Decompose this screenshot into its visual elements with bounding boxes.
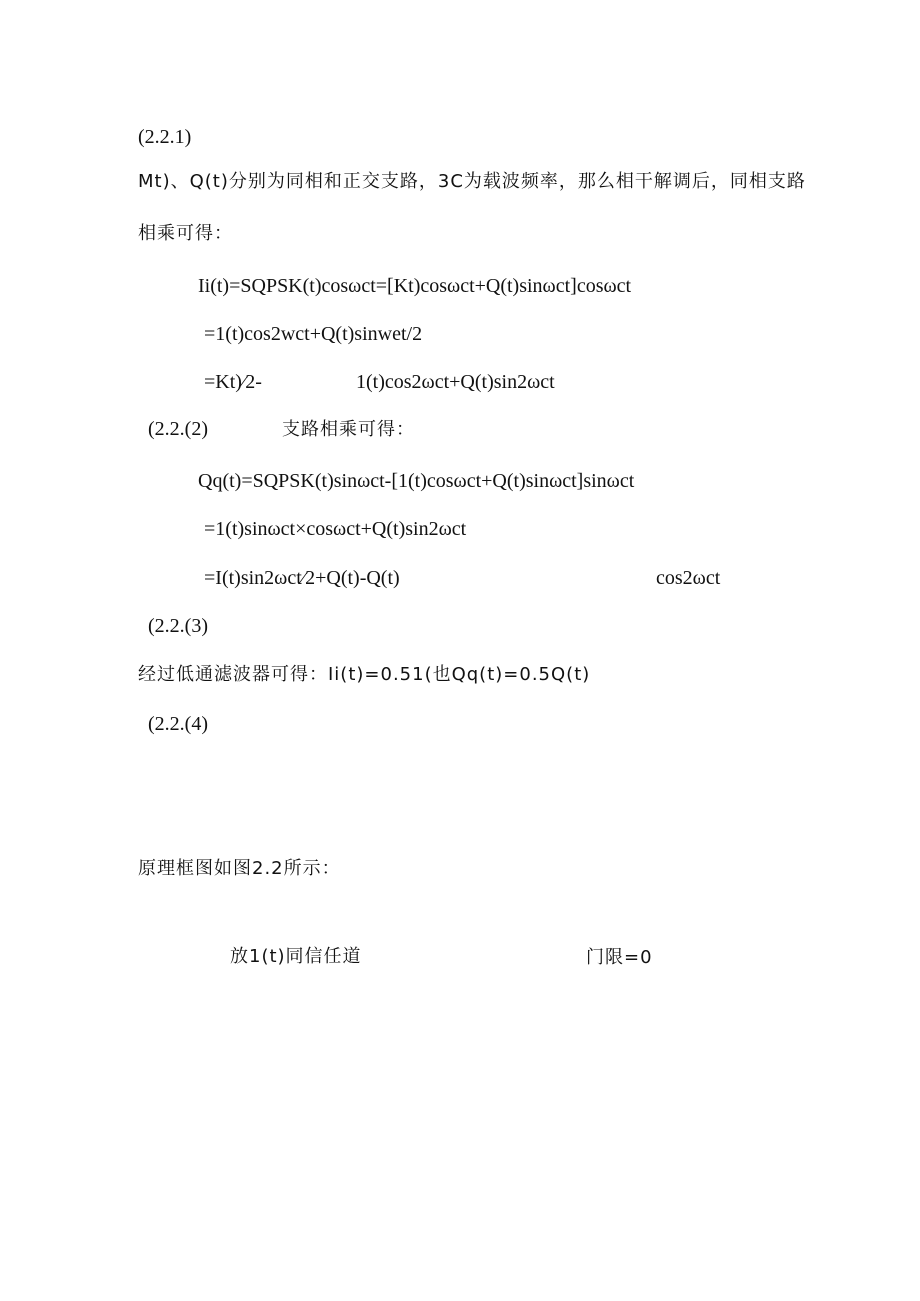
equation-line: =Kt)⁄2- (204, 371, 262, 393)
paragraph-line: 相乘可得： (138, 223, 233, 244)
diagram-label-left: 放1(t)同信任道 (230, 946, 362, 967)
equation-line: cos2ωct (656, 567, 721, 589)
equation-line: 1(t)cos2ωct+Q(t)sin2ωct (356, 371, 555, 393)
equation-number-2-2-1: (2.2.1) (138, 126, 192, 148)
equation-line: =1(t)cos2wct+Q(t)sinwet/2 (204, 323, 423, 345)
paragraph-line: 经过低通滤波器可得：Ii(t)=0.51(也Qq(t)=0.5Q(t) (138, 664, 591, 685)
equation-line: =1(t)sinωct×cosωct+Q(t)sin2ωct (204, 518, 467, 540)
figure-intro: 原理框图如图2.2所示： (138, 858, 341, 879)
equation-number-2-2-4: (2.2.(4) (148, 713, 208, 735)
diagram-label-right: 门限=0 (586, 947, 653, 968)
paragraph-line: Mt)、Q(t)分别为同相和正交支路，3C为载波频率，那么相干解调后，同相支路 (138, 171, 806, 192)
equation-number-2-2-2: (2.2.(2) (148, 418, 208, 440)
equation-number-2-2-3: (2.2.(3) (148, 615, 208, 637)
equation-line: =I(t)sin2ωct⁄2+Q(t)-Q(t) (204, 567, 400, 589)
paragraph-line: 支路相乘可得： (282, 419, 415, 440)
equation-line: Qq(t)=SQPSK(t)sinωct-[1(t)cosωct+Q(t)sinωct]sinωct (198, 470, 635, 492)
equation-line: Ii(t)=SQPSK(t)cosωct=[Kt)cosωct+Q(t)sinωct]cosωct (198, 275, 632, 297)
